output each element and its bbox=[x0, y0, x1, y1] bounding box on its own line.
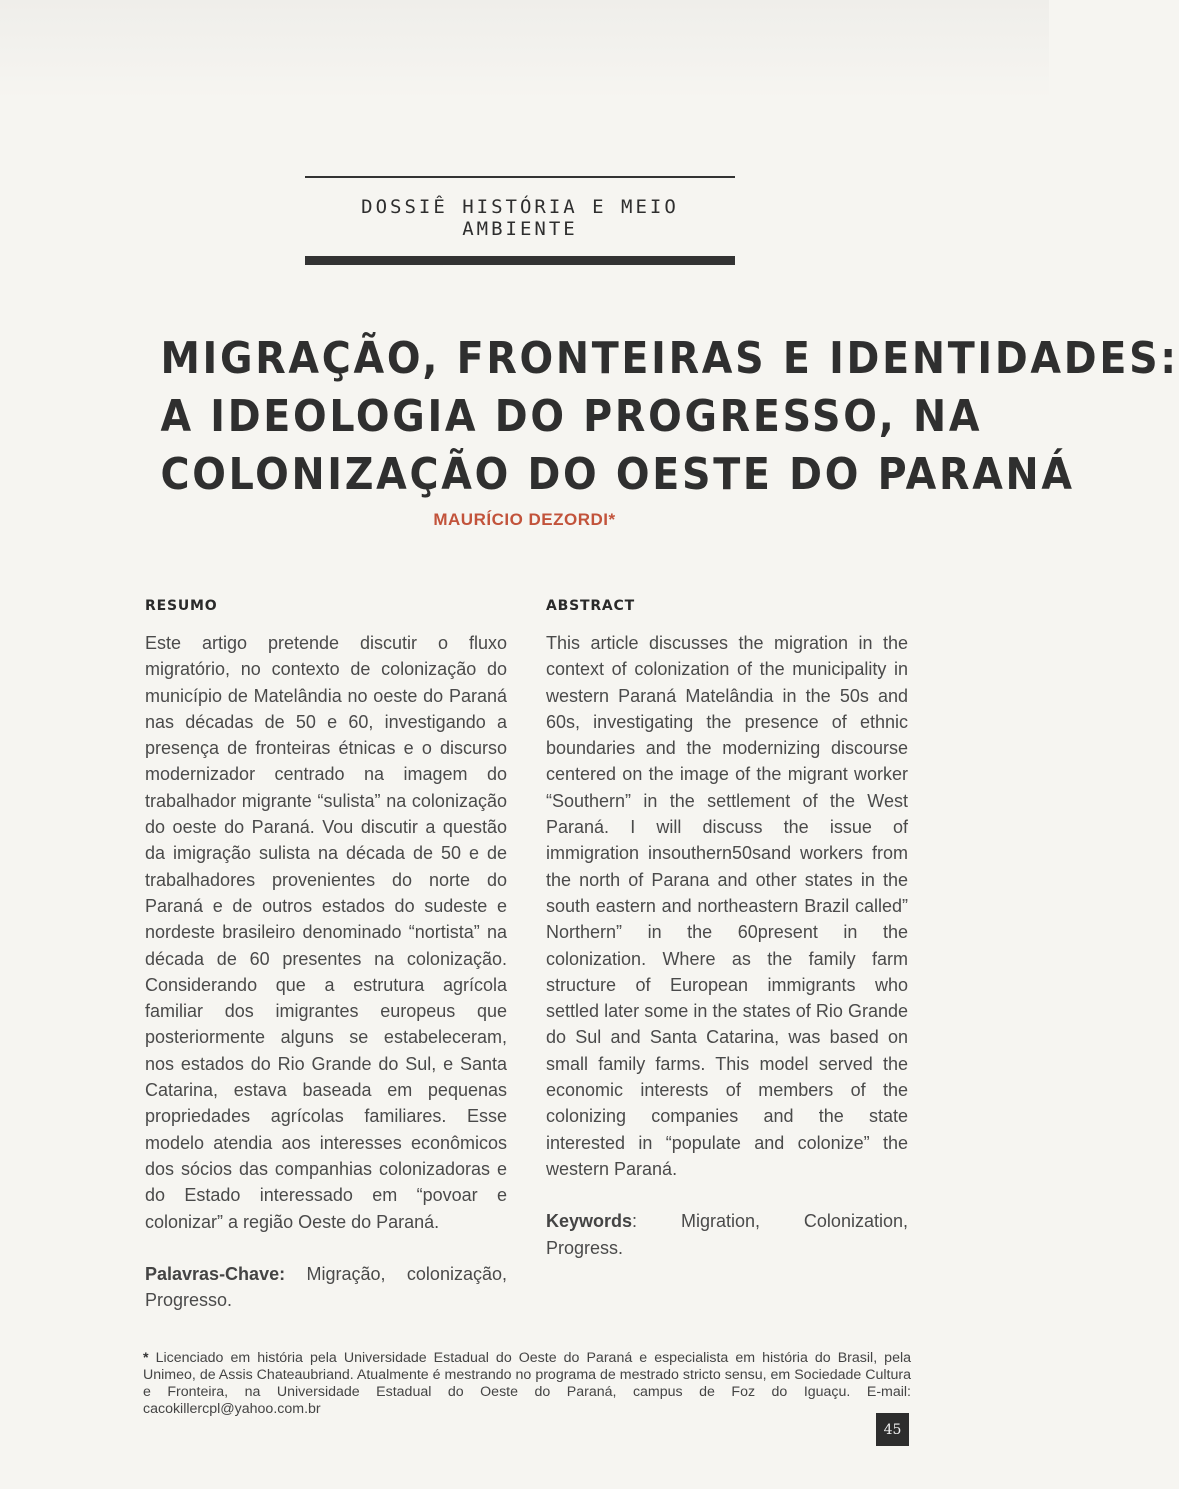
title-line-3: COLONIZAÇÃO DO OESTE DO PARANÁ bbox=[160, 449, 1075, 500]
abstract-keywords-text: : Migration, Colonization, Progress. bbox=[546, 1211, 908, 1258]
resumo-text: Este artigo pretende discutir o fluxo migratório, no contexto de colonização do município de Matelândia no oeste do Paraná nas décadas de 50 e 60, investigando a presença de fronteiras étnicas e o discurso modernizador centrado na imagem do trabalhador migrante “sulista” na colonização do oeste do Paraná. Vou discutir a questão da imigração sulista na década de 50 e de trabalhadores provenientes do norte do Paraná e de outros estados do sudeste e nordeste brasileiro denominado “nortista” na década de 60 presentes na colonização. Considerando que a estrutura agrícola familiar dos imigrantes europeus que posteriormente alguns se estabeleceram, nos estados do Rio Grande do Sul, e Santa Catarina, estava baseada em pequenas propriedades agrícolas familiares. Esse modelo atendia aos interesses econômicos dos sócios das companhias colonizadoras e do Estado interessado em “povoar e colonizar” a região Oeste do Paraná. bbox=[145, 633, 507, 1232]
resumo-column bbox=[145, 598, 507, 1313]
abstract-column bbox=[546, 598, 908, 1261]
article-title bbox=[160, 330, 1179, 504]
footnote-marker: * bbox=[143, 1350, 149, 1366]
abstract-keywords-label: Keywords bbox=[546, 1211, 633, 1232]
section-header bbox=[305, 176, 735, 265]
title-line-2: A IDEOLOGIA DO PROGRESSO, NA bbox=[160, 391, 983, 442]
header-rule-thin bbox=[305, 176, 735, 178]
page-number: 45 bbox=[876, 1413, 909, 1446]
page-top-band bbox=[0, 0, 1049, 100]
author-name: MAURÍCIO DEZORDI* bbox=[433, 510, 616, 529]
resumo-keywords bbox=[145, 1261, 507, 1314]
abstract-heading: ABSTRACT bbox=[546, 598, 635, 614]
section-label: DOSSIÊ HISTÓRIA E MEIO AMBIENTE bbox=[361, 196, 679, 240]
resumo-keywords-text: Migração, colonização, Progresso. bbox=[145, 1263, 507, 1311]
title-line-1: MIGRAÇÃO, FRONTEIRAS E IDENTIDADES: bbox=[160, 333, 1179, 384]
resumo-keywords-label: Palavras-Chave: bbox=[145, 1263, 286, 1284]
author-footnote bbox=[143, 1350, 911, 1418]
resumo-heading: RESUMO bbox=[145, 598, 218, 614]
footnote-text: Licenciado em história pela Universidade Estadual do Oeste do Paraná e especialista em história do Brasil, pela Unimeo, de Assis Chateaubriand. Atualmente é mestrando no programa de mestrado stricto sensu, em Sociedade Cultura e Fronteira, na Universidade Estadual do Oeste do Paraná, campus de Foz do Iguaçu. E-mail: cacokillercpl@yahoo.com.br bbox=[143, 1350, 911, 1417]
header-rule-thick bbox=[305, 256, 735, 265]
abstract-keywords bbox=[546, 1208, 908, 1261]
abstract-text: This article discusses the migration in the context of colonization of the municipality in western Paraná Matelândia in the 50s and 60s, investigating the presence of ethnic boundaries and the modernizing discourse centered on the image of the migrant worker “Southern” in the settlement of the West Paraná. I will discuss the issue of immigration insouthern50sand workers from the north of Parana and other states in the south eastern and northeastern Brazil called” Northern” in the 60present in the colonization. Where as the family farm structure of European immigrants who settled later some in the states of Rio Grande do Sul and Santa Catarina, was based on small family farms. This model served the economic interests of members of the colonizing companies and the state interested in “populate and colonize” the western Paraná. bbox=[546, 633, 908, 1179]
